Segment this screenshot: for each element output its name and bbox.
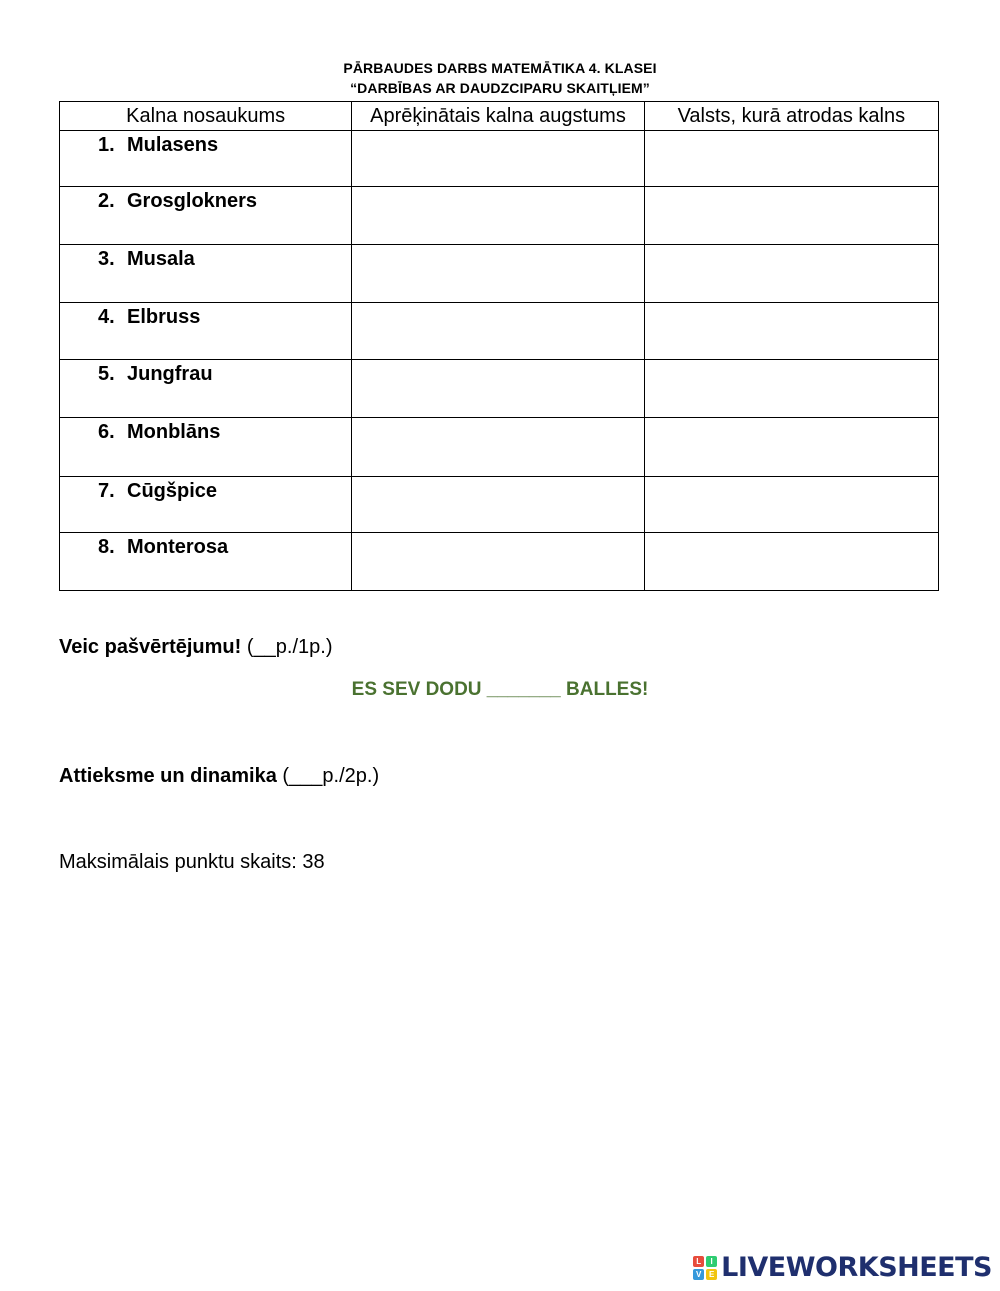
row-number: 7. <box>98 480 115 502</box>
table-row <box>60 131 939 187</box>
liveworksheets-brand <box>693 1252 992 1283</box>
mountain-name-cell <box>60 418 352 477</box>
mountain-name-cell <box>60 303 352 360</box>
country-answer-cell[interactable] <box>644 303 938 360</box>
table-row <box>60 303 939 360</box>
logo-letter: V <box>693 1269 704 1280</box>
mountain-name-cell <box>60 131 352 187</box>
table-row <box>60 360 939 418</box>
calculated-height-answer-cell[interactable] <box>352 533 644 591</box>
row-number: 8. <box>98 536 115 558</box>
row-number: 3. <box>98 248 115 270</box>
mountain-name-cell <box>60 477 352 533</box>
mountain-name-cell <box>60 187 352 245</box>
country-answer-cell[interactable] <box>644 360 938 418</box>
mountains-table <box>59 101 939 591</box>
country-answer-cell[interactable] <box>644 418 938 477</box>
country-answer-cell[interactable] <box>644 187 938 245</box>
grade-yourself-line: ES SEV DODU _______ BALLES! <box>351 679 649 700</box>
self-evaluation-line <box>59 636 332 659</box>
country-answer-cell[interactable] <box>644 131 938 187</box>
table-row <box>60 187 939 245</box>
mountain-name: Monblāns <box>127 421 221 443</box>
row-number: 4. <box>98 306 115 328</box>
calculated-height-answer-cell[interactable] <box>352 303 644 360</box>
mountain-name: Monterosa <box>127 536 229 558</box>
max-points-text: Maksimālais punktu skaits: 38 <box>59 851 325 873</box>
logo-letter: L <box>693 1256 704 1267</box>
header-calculated-height: Aprēķinātais kalna augstums <box>352 102 644 131</box>
mountain-name: Musala <box>127 248 195 270</box>
mountain-name: Elbruss <box>127 306 201 328</box>
self-evaluation-points: (__p./1p.) <box>241 636 333 658</box>
worksheet-subtitle: “DARBĪBAS AR DAUDZCIPARU SKAITĻIEM” <box>350 80 650 96</box>
header-mountain-name: Kalna nosaukums <box>60 102 352 131</box>
calculated-height-answer-cell[interactable] <box>352 131 644 187</box>
attitude-points: (___p./2p.) <box>276 765 380 787</box>
worksheet-title: PĀRBAUDES DARBS MATEMĀTIKA 4. KLASEI <box>343 60 657 76</box>
calculated-height-answer-cell[interactable] <box>352 477 644 533</box>
mountain-name-cell <box>60 533 352 591</box>
logo-letter: E <box>706 1269 717 1280</box>
logo-letter: I <box>706 1256 717 1267</box>
calculated-height-answer-cell[interactable] <box>352 418 644 477</box>
row-number: 1. <box>98 134 115 156</box>
calculated-height-answer-cell[interactable] <box>352 245 644 303</box>
country-answer-cell[interactable] <box>644 533 938 591</box>
mountain-name-cell <box>60 245 352 303</box>
attitude-line <box>59 765 379 788</box>
row-number: 5. <box>98 363 115 385</box>
table-row <box>60 418 939 477</box>
header-country: Valsts, kurā atrodas kalns <box>644 102 938 131</box>
mountain-name: Cūgšpice <box>127 480 218 502</box>
mountain-name: Mulasens <box>127 134 219 156</box>
country-answer-cell[interactable] <box>644 477 938 533</box>
table-row <box>60 533 939 591</box>
mountain-name-cell <box>60 360 352 418</box>
calculated-height-answer-cell[interactable] <box>352 187 644 245</box>
country-answer-cell[interactable] <box>644 245 938 303</box>
attitude-label: Attieksme un dinamika <box>59 765 277 787</box>
liveworksheets-logo-icon <box>693 1256 717 1280</box>
brand-name: LIVEWORKSHEETS <box>721 1252 992 1283</box>
calculated-height-answer-cell[interactable] <box>352 360 644 418</box>
row-number: 2. <box>98 190 115 212</box>
self-evaluation-label: Veic pašvērtējumu! <box>59 636 242 658</box>
row-number: 6. <box>98 421 115 443</box>
table-row <box>60 245 939 303</box>
table-header-row <box>60 102 939 131</box>
mountain-name: Grosglokners <box>127 190 258 212</box>
mountain-name: Jungfrau <box>127 363 213 385</box>
table-row <box>60 477 939 533</box>
